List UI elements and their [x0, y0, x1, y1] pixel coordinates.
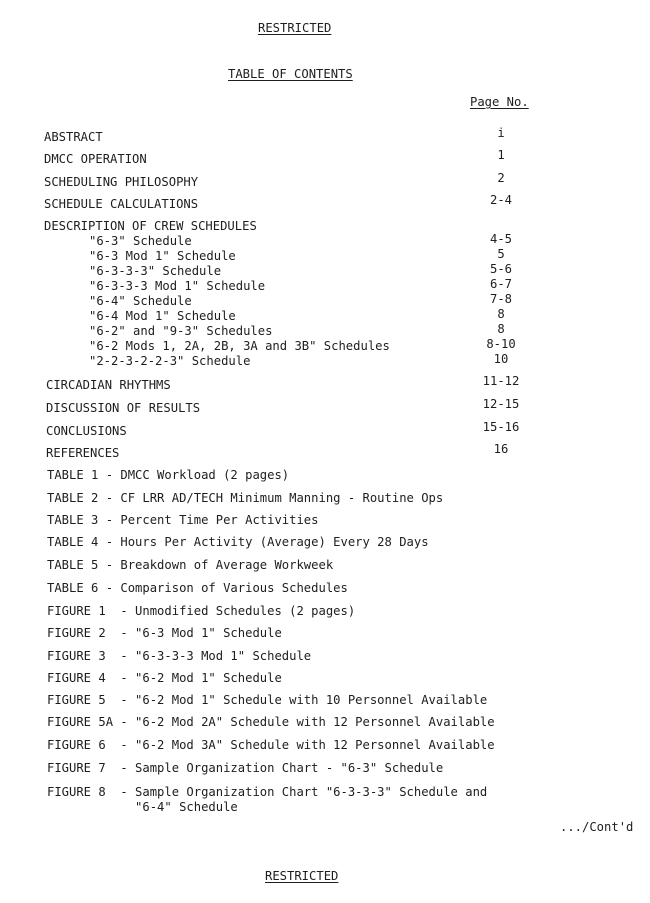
toc-figure-entry: FIGURE 7 - Sample Organization Chart - "6-3" Schedule: [47, 761, 444, 775]
toc-entry-label: CIRCADIAN RHYTHMS: [46, 378, 171, 392]
toc-subentry-label: "6-2 Mods 1, 2A, 2B, 3A and 3B" Schedules: [89, 339, 390, 353]
toc-entry-label: DISCUSSION OF RESULTS: [46, 401, 201, 415]
page-title: TABLE OF CONTENTS: [228, 67, 353, 81]
toc-subentry-label: "6-3" Schedule: [89, 234, 192, 248]
header-classification: RESTRICTED: [258, 21, 332, 35]
toc-entry-page: 2-4: [489, 193, 512, 207]
toc-subentry-page: 8-10: [486, 337, 516, 351]
footer-classification: RESTRICTED: [265, 869, 339, 883]
toc-subentry-page: 10: [493, 352, 509, 366]
toc-figure-entry-continuation: "6-4" Schedule: [47, 800, 238, 814]
toc-subentry-label: "6-3 Mod 1" Schedule: [89, 249, 236, 263]
toc-entry-label: SCHEDULE CALCULATIONS: [44, 197, 199, 211]
toc-table-entry: TABLE 5 - Breakdown of Average Workweek: [47, 558, 334, 572]
toc-table-entry: TABLE 6 - Comparison of Various Schedules: [47, 581, 348, 595]
toc-entry-page: 2: [497, 171, 505, 185]
toc-subentry-page: 5-6: [489, 262, 512, 276]
toc-figure-entry: FIGURE 2 - "6-3 Mod 1" Schedule: [47, 626, 282, 640]
continued-note: .../Cont'd: [560, 820, 634, 834]
toc-subentry-page: 5: [497, 247, 505, 261]
toc-entry-page: 1: [497, 148, 505, 162]
toc-subentry-label: "6-3-3-3 Mod 1" Schedule: [89, 279, 266, 293]
toc-entry-page: 15-16: [482, 420, 520, 434]
toc-subentry-page: 7-8: [489, 292, 512, 306]
toc-entry-page: i: [497, 126, 505, 140]
toc-table-entry: TABLE 1 - DMCC Workload (2 pages): [47, 468, 290, 482]
toc-figure-entry: FIGURE 5A - "6-2 Mod 2A" Schedule with 12 Personnel Available: [47, 715, 495, 729]
toc-subentry-label: "2-2-3-2-2-3" Schedule: [89, 354, 251, 368]
toc-subentry-label: "6-2" and "9-3" Schedules: [89, 324, 273, 338]
toc-entry-page: 16: [493, 442, 509, 456]
page-no-heading: Page No.: [470, 95, 529, 109]
toc-entry-label: DMCC OPERATION: [44, 152, 147, 166]
toc-figure-entry: FIGURE 1 - Unmodified Schedules (2 pages): [47, 604, 356, 618]
toc-figure-entry: FIGURE 4 - "6-2 Mod 1" Schedule: [47, 671, 282, 685]
toc-entry-label: REFERENCES: [46, 446, 120, 460]
toc-subentry-label: "6-4" Schedule: [89, 294, 192, 308]
toc-table-entry: TABLE 4 - Hours Per Activity (Average) Every 28 Days: [47, 535, 429, 549]
toc-entry-page: 11-12: [482, 374, 520, 388]
toc-subentry-page: 8: [497, 307, 505, 321]
toc-figure-entry: FIGURE 3 - "6-3-3-3 Mod 1" Schedule: [47, 649, 312, 663]
toc-entry-label: ABSTRACT: [44, 130, 103, 144]
toc-subentry-page: 4-5: [489, 232, 512, 246]
toc-entry-label: SCHEDULING PHILOSOPHY: [44, 175, 199, 189]
toc-subentry-page: 8: [497, 322, 505, 336]
toc-figure-entry: FIGURE 8 - Sample Organization Chart "6-3-3-3" Schedule and: [47, 785, 488, 799]
toc-subentry-label: "6-3-3-3" Schedule: [89, 264, 222, 278]
toc-table-entry: TABLE 2 - CF LRR AD/TECH Minimum Manning - Routine Ops: [47, 491, 444, 505]
toc-subentry-label: "6-4 Mod 1" Schedule: [89, 309, 236, 323]
toc-entry-page: 12-15: [482, 397, 520, 411]
toc-table-entry: TABLE 3 - Percent Time Per Activities: [47, 513, 319, 527]
toc-subentry-page: 6-7: [489, 277, 512, 291]
toc-figure-entry: FIGURE 5 - "6-2 Mod 1" Schedule with 10 Personnel Available: [47, 693, 488, 707]
toc-entry-label: CONCLUSIONS: [46, 424, 127, 438]
toc-figure-entry: FIGURE 6 - "6-2 Mod 3A" Schedule with 12 Personnel Available: [47, 738, 495, 752]
toc-entry-label: DESCRIPTION OF CREW SCHEDULES: [44, 219, 257, 233]
